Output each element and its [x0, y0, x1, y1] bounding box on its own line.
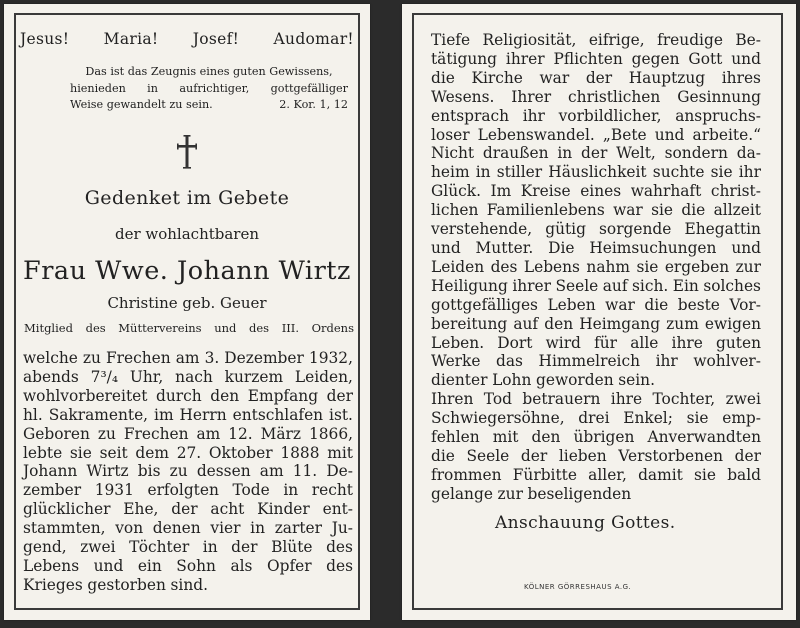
quote-fragment: in	[147, 81, 158, 95]
text-line	[431, 296, 761, 315]
word: Seele	[466, 446, 510, 465]
word: Dezember	[224, 349, 304, 367]
word: Müttervereins	[118, 321, 202, 335]
word: Ehegattin	[684, 220, 761, 239]
word: Pflichten	[553, 49, 623, 68]
word: ihrer	[505, 49, 545, 68]
word: Religiosität,	[482, 31, 577, 49]
word: „Bete	[602, 125, 647, 144]
word: Ihren	[431, 390, 474, 409]
text-line	[431, 409, 761, 428]
word: und	[731, 238, 761, 257]
word: alle	[630, 333, 659, 352]
word: und	[731, 49, 761, 68]
word: Ihrer	[511, 87, 552, 106]
word: sind.	[170, 575, 208, 594]
text-line	[431, 277, 761, 296]
word: Heimgang	[579, 314, 661, 333]
word: lichen	[431, 201, 479, 220]
eulogy-text	[431, 31, 761, 504]
word: zember	[23, 481, 82, 500]
word: hl.	[23, 405, 43, 424]
text-line	[431, 107, 761, 126]
word: damit	[638, 465, 683, 484]
word: des	[490, 257, 518, 276]
word: ihrer	[512, 276, 551, 295]
word: ihre	[671, 333, 703, 352]
word: das	[496, 352, 523, 371]
word: da-	[736, 144, 761, 163]
word: Johann	[23, 462, 78, 481]
word: beste	[677, 295, 720, 314]
word: Sohn	[176, 556, 216, 575]
word: betrauern	[522, 390, 601, 409]
word: beseligenden	[527, 484, 632, 503]
closing-line: Anschauung Gottes.	[495, 513, 676, 533]
word: ihre	[610, 390, 643, 409]
text-line	[23, 406, 353, 425]
word: zur	[497, 484, 523, 503]
word: sie	[636, 257, 659, 276]
word: ewigen	[704, 314, 761, 333]
word: ihr	[655, 352, 678, 371]
word: emp-	[722, 409, 761, 428]
word: am	[196, 424, 221, 443]
word: bis	[137, 462, 161, 481]
word: zu	[82, 349, 101, 367]
word: zur	[735, 257, 761, 276]
text-line	[431, 220, 761, 239]
word: vier	[210, 519, 241, 538]
text-line	[431, 466, 761, 485]
word: aller,	[588, 465, 627, 484]
word: Enkel;	[623, 409, 673, 428]
word: zum	[666, 314, 699, 333]
word: Kreise	[520, 182, 571, 201]
word: bereitung	[431, 314, 508, 333]
word: Leben	[547, 295, 596, 314]
word: denen	[152, 519, 201, 538]
word: sie	[69, 443, 92, 462]
word: eifrige,	[588, 31, 645, 49]
text-line	[23, 425, 353, 444]
word: März	[260, 424, 301, 443]
text-line	[431, 447, 761, 466]
right-card	[402, 4, 796, 620]
word: und	[93, 556, 124, 575]
quote-line	[70, 97, 348, 114]
word: die	[431, 68, 455, 87]
word: des	[249, 321, 270, 335]
word: als	[230, 556, 253, 575]
text-line	[431, 315, 761, 334]
word: der	[585, 68, 613, 87]
word: sie	[651, 201, 674, 220]
word: mit	[327, 443, 353, 462]
word: Vor-	[729, 295, 761, 314]
text-line	[431, 182, 761, 201]
word: dem	[135, 443, 169, 462]
text-line	[23, 462, 353, 481]
word: lebte	[23, 443, 63, 462]
text-line	[431, 69, 761, 88]
quote-line	[70, 81, 348, 98]
word: in	[557, 144, 573, 163]
word: ent-	[322, 500, 353, 519]
word: übrigen	[573, 428, 635, 447]
text-line	[431, 371, 761, 390]
text-line	[431, 334, 761, 353]
word: war	[613, 201, 643, 220]
word: 11.	[292, 462, 318, 481]
word: abends	[23, 367, 79, 386]
word: De-	[326, 462, 353, 481]
word: vorbildlicher,	[558, 106, 662, 125]
word: eines	[580, 182, 622, 201]
word: Gott	[688, 49, 723, 68]
word: der	[520, 446, 548, 465]
subheading: der wohlachtbaren	[114, 225, 260, 243]
word: freudige	[657, 31, 723, 49]
word: Ein	[672, 276, 699, 295]
text-line	[431, 144, 761, 163]
word: durch	[156, 386, 202, 405]
quote-fragment: gottgefälliger	[270, 81, 348, 95]
word: Anverwandten	[647, 428, 761, 447]
word: 12.	[228, 424, 253, 443]
word: Leiden,	[294, 367, 353, 386]
word: Frechen	[105, 349, 171, 367]
word: die	[644, 295, 669, 314]
text-line	[431, 428, 761, 447]
word: und	[431, 238, 461, 257]
word: heim	[431, 163, 470, 182]
word: der	[326, 386, 353, 405]
word: Fürbitte	[512, 465, 577, 484]
word: Uhr,	[129, 367, 164, 386]
word: guten	[716, 333, 761, 352]
word: arbeite.“	[692, 125, 761, 144]
word: der	[734, 446, 761, 465]
word: sondern	[664, 144, 728, 163]
word: ihres	[721, 68, 761, 87]
text-line	[23, 368, 353, 387]
word: allzeit	[713, 201, 761, 220]
text-line	[431, 390, 761, 409]
word: den	[544, 314, 574, 333]
word: für	[594, 333, 618, 352]
word: anspruchs-	[675, 106, 761, 125]
word: Tochter,	[652, 390, 716, 409]
word: Lebens	[523, 257, 580, 276]
quote-fragment: aufrichtiger,	[179, 81, 250, 95]
word: Leiden	[431, 257, 485, 276]
word: tätigung	[431, 49, 497, 68]
word: im	[154, 405, 174, 424]
word: verstehende,	[431, 220, 533, 239]
word: drei	[578, 409, 610, 428]
word: Häuslichkeit	[548, 163, 647, 182]
word: christ-	[710, 182, 761, 201]
word: Schwiegersöhne,	[431, 409, 565, 428]
text-line	[431, 126, 761, 145]
word: Sakramente,	[48, 405, 149, 424]
word: den	[210, 386, 240, 405]
word: Be-	[735, 31, 761, 49]
word: war	[605, 295, 635, 314]
word: ihr	[522, 106, 545, 125]
word: sein.	[618, 371, 655, 390]
text-line	[23, 557, 353, 576]
word: 3.	[204, 349, 220, 367]
word: den	[531, 428, 561, 447]
cross-icon	[176, 134, 198, 170]
bible-quote	[70, 64, 348, 114]
word: Heimsuchungen	[589, 238, 717, 257]
word: entsprach	[431, 106, 510, 125]
word: sorgende	[599, 220, 672, 239]
text-line	[23, 481, 353, 500]
word: Töchter	[129, 538, 190, 557]
word: Tode	[232, 481, 270, 500]
word: zu	[97, 424, 116, 443]
text-line	[431, 88, 761, 107]
word: Frechen	[123, 424, 189, 443]
printer-imprint: KÖLNER GÖRRESHAUS A.G.	[524, 583, 632, 591]
word: ergeben	[664, 257, 730, 276]
text-line	[23, 538, 353, 557]
word: kurzem	[224, 367, 284, 386]
word: Lohn	[492, 371, 532, 390]
word: 1888	[280, 443, 320, 462]
word: wohlvorbereitet	[23, 386, 148, 405]
word: Seele	[555, 276, 599, 295]
word: gestorben	[87, 575, 166, 594]
text-line	[431, 352, 761, 371]
word: stammten,	[23, 519, 106, 538]
word: zwei	[80, 538, 116, 557]
word: welche	[23, 349, 78, 367]
word: Kirche	[471, 68, 523, 87]
word: wahrhaft	[630, 182, 702, 201]
word: Verstorbenen	[618, 446, 724, 465]
word: Empfang	[247, 386, 319, 405]
word: Nicht	[431, 144, 475, 163]
word: Wesens.	[431, 87, 495, 106]
word: in	[475, 163, 491, 182]
word: des	[85, 321, 106, 335]
word: Hauptzug	[628, 68, 706, 87]
invocation-name: Jesus!	[20, 30, 70, 48]
word: 1866,	[308, 424, 353, 443]
word: III.	[281, 321, 299, 335]
word: entschlafen	[232, 405, 324, 424]
word: wird	[545, 333, 581, 352]
text-line	[23, 349, 353, 368]
word: lieben	[558, 446, 607, 465]
word: in	[250, 519, 266, 538]
word: Oktober	[208, 443, 273, 462]
word: am	[259, 462, 284, 481]
word: Im	[490, 182, 512, 201]
word: loser	[431, 125, 470, 144]
word: solches	[703, 276, 761, 295]
word: Lebenswandel.	[477, 125, 595, 144]
word: war	[539, 68, 570, 87]
word: Gesinnung	[677, 87, 761, 106]
word: gelange	[431, 484, 493, 503]
quote-fragment: 2. Kor. 1, 12	[279, 98, 348, 111]
word: die	[431, 446, 455, 465]
word: sie	[710, 163, 733, 182]
word: Ordens	[311, 321, 354, 335]
text-line	[431, 163, 761, 182]
word: Kinder	[257, 500, 310, 519]
word: zarter	[274, 519, 322, 538]
heading: Gedenket im Gebete	[84, 187, 290, 209]
quote-fragment: Das ist das Zeugnis eines guten Gewissens,	[85, 65, 333, 78]
word: und	[654, 125, 685, 144]
invocation-name: Josef!	[192, 30, 240, 48]
word: Familienlebens	[486, 201, 605, 220]
word: Krieges	[23, 575, 83, 594]
word: Tod	[483, 390, 512, 409]
word: Blüte	[271, 538, 313, 557]
word: zwei	[725, 390, 761, 409]
invocation-name: Audomar!	[273, 30, 354, 48]
word: bald	[727, 465, 761, 484]
quote-line	[70, 64, 348, 81]
text-line	[23, 444, 353, 463]
word: suchte	[652, 163, 705, 182]
word: Mitglied	[24, 321, 73, 335]
birth-name: Christine geb. Geuer	[107, 294, 267, 312]
text-line	[23, 576, 353, 595]
text-line	[23, 519, 353, 538]
word: gütig	[545, 220, 586, 239]
word: des	[326, 556, 353, 575]
text-line	[431, 31, 761, 50]
word: recht	[311, 481, 353, 500]
word: geworden	[535, 371, 614, 390]
word: 1932,	[308, 349, 353, 367]
word: auf	[513, 314, 539, 333]
word: Leben.	[431, 333, 485, 352]
word: nahm	[586, 257, 631, 276]
word: Dort	[497, 333, 533, 352]
word: stiller	[496, 163, 543, 182]
word: Ehe,	[123, 500, 159, 519]
word: der	[231, 538, 258, 557]
word: des	[326, 538, 353, 557]
deceased-name: Frau Wwe. Johann Wirtz	[23, 256, 351, 286]
text-line	[23, 387, 353, 406]
word: Tiefe	[431, 31, 471, 49]
word: ein	[137, 556, 162, 575]
word: 1931	[94, 481, 134, 500]
word: sie	[686, 409, 709, 428]
word: Heiligung	[431, 276, 508, 295]
invocation-name: Maria!	[103, 30, 159, 48]
word: die	[681, 201, 706, 220]
word: sie	[694, 465, 716, 484]
word: gottgefälliges	[431, 295, 538, 314]
word: am	[175, 349, 200, 367]
word: in	[283, 481, 299, 500]
word: der	[581, 144, 608, 163]
word: christlichen	[568, 87, 661, 106]
word: 27.	[176, 443, 202, 462]
text-line	[431, 239, 761, 258]
word: fehlen	[431, 428, 480, 447]
word: wohlver-	[693, 352, 761, 371]
word: Geboren	[23, 424, 90, 443]
word: Ju-	[331, 519, 353, 538]
word: gegen	[631, 49, 680, 68]
word: acht	[210, 500, 245, 519]
word: 7³/₄	[90, 367, 118, 386]
text-line	[431, 201, 761, 220]
word: nach	[175, 367, 213, 386]
membership-line	[24, 321, 354, 335]
word: zu	[169, 462, 188, 481]
biography-text	[23, 349, 353, 595]
quote-fragment: Weise gewandelt zu sein.	[70, 98, 213, 111]
left-card	[4, 4, 370, 620]
word: Welt,	[616, 144, 656, 163]
word: Die	[548, 238, 575, 257]
word: gend,	[23, 538, 67, 557]
word: sich.	[632, 276, 669, 295]
word: mit	[492, 428, 519, 447]
text-line	[431, 485, 761, 504]
text-line	[431, 258, 761, 277]
word: Herrn	[179, 405, 227, 424]
word: Werke	[431, 352, 481, 371]
word: seit	[99, 443, 128, 462]
word: dienter	[431, 371, 488, 390]
word: glücklicher	[23, 500, 111, 519]
word: Wirtz	[86, 462, 129, 481]
word: der	[171, 500, 198, 519]
word: ihr	[738, 163, 761, 182]
text-line	[23, 500, 353, 519]
word: in	[202, 538, 218, 557]
word: und	[214, 321, 237, 335]
word: erfolgten	[147, 481, 219, 500]
word: auf	[602, 276, 628, 295]
text-line	[431, 50, 761, 69]
word: Lebens	[23, 556, 80, 575]
word: Himmelreich	[538, 352, 641, 371]
word: frommen	[431, 465, 502, 484]
word: Glück.	[431, 182, 481, 201]
invocation-line	[20, 30, 354, 48]
quote-fragment: hienieden	[70, 81, 126, 95]
word: draußen	[482, 144, 549, 163]
word: von	[115, 519, 144, 538]
word: Mutter.	[475, 238, 534, 257]
word: Opfer	[266, 556, 312, 575]
word: ist.	[329, 405, 353, 424]
word: dessen	[196, 462, 251, 481]
